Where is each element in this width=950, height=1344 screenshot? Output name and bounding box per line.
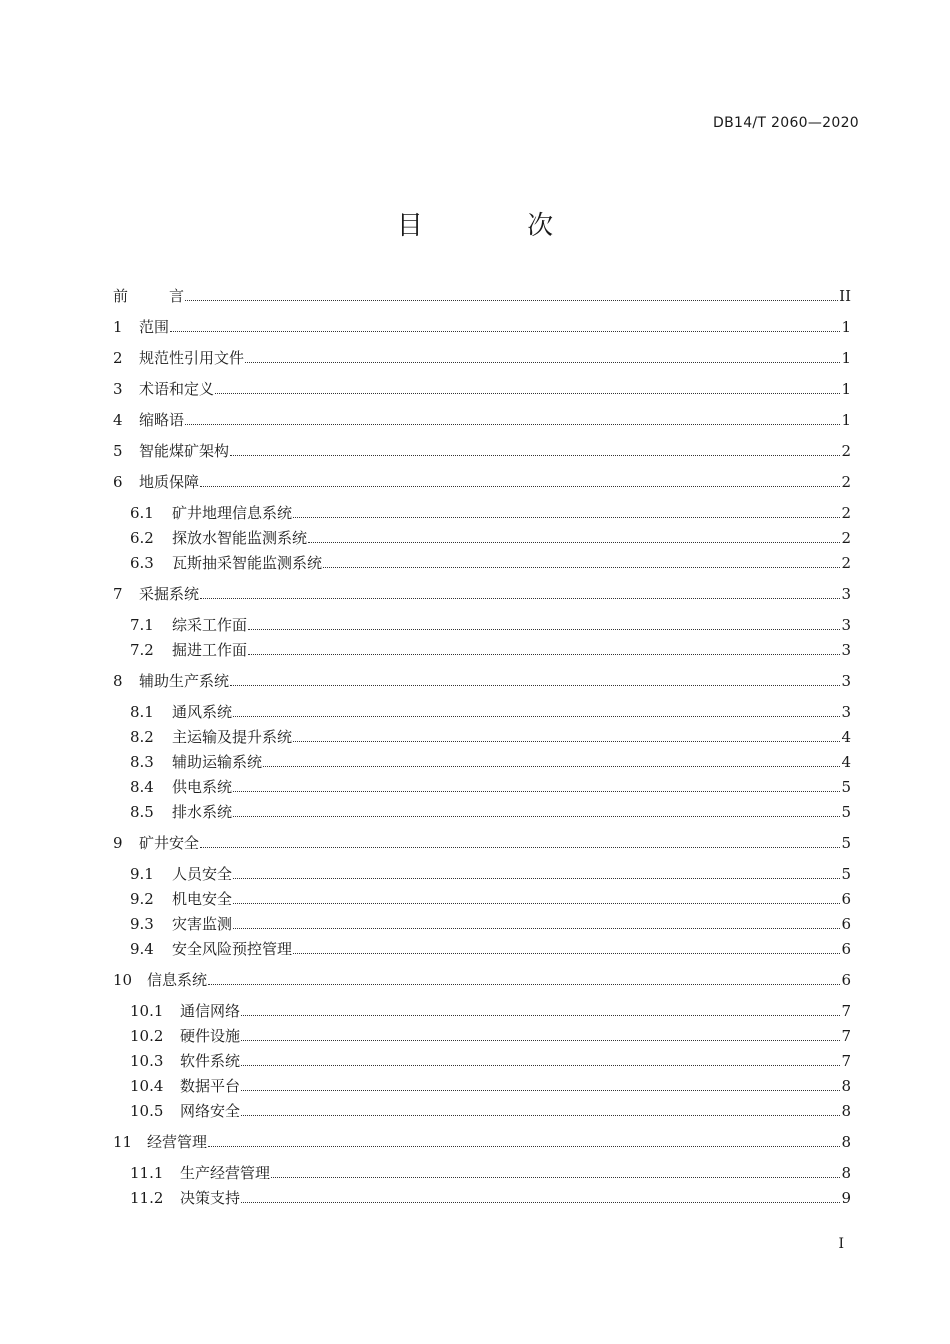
toc-entry[interactable]: [130, 1075, 851, 1097]
toc-entry-label: 辅助运输系统: [172, 753, 263, 771]
toc-entry-page: 1: [841, 411, 851, 429]
toc-entry-label: 综采工作面: [172, 616, 248, 634]
toc-entry-number: 6.1: [130, 504, 154, 522]
toc-entry[interactable]: [113, 285, 851, 307]
toc-entry[interactable]: [113, 471, 851, 493]
toc-entry-page: 8: [841, 1164, 851, 1182]
toc-entry-label: 矿井安全: [139, 834, 200, 852]
page-number: I: [838, 1236, 844, 1252]
toc-entry-page: 2: [841, 473, 851, 491]
toc-entry-label: 范围: [139, 318, 170, 336]
toc-entry-number: 10.4: [130, 1077, 164, 1095]
toc-entry-number: 11.1: [130, 1164, 164, 1182]
toc-entry-number: 6.2: [130, 529, 154, 547]
toc-leader-dots: [248, 628, 840, 630]
toc-entry-page: 9: [841, 1189, 851, 1207]
toc-leader-dots: [245, 361, 840, 363]
toc-entry-number: 9.4: [130, 940, 154, 958]
toc-entry-label: 瓦斯抽采智能监测系统: [172, 554, 323, 572]
toc-entry[interactable]: [130, 726, 851, 748]
toc-leader-dots: [185, 423, 840, 425]
toc-entry-page: 2: [841, 554, 851, 572]
toc-entry-number: 8.2: [130, 728, 154, 746]
toc-entry-page: 7: [841, 1027, 851, 1045]
toc-entry-page: 6: [841, 890, 851, 908]
toc-entry-number: 9.1: [130, 865, 154, 883]
toc-entry-number: 8.3: [130, 753, 154, 771]
toc-leader-dots: [233, 815, 840, 817]
toc-entry-number: 9.2: [130, 890, 154, 908]
toc-entry[interactable]: [130, 701, 851, 723]
toc-entry[interactable]: [113, 1131, 851, 1153]
toc-entry-number: 5: [113, 442, 123, 460]
toc-entry-label: 规范性引用文件: [139, 349, 245, 367]
toc-entry-label: 探放水智能监测系统: [172, 529, 308, 547]
toc-entry-page: 2: [841, 504, 851, 522]
toc-leader-dots: [233, 715, 840, 717]
toc-entry-label: 主运输及提升系统: [172, 728, 293, 746]
toc-leader-dots: [241, 1039, 840, 1041]
toc-entry[interactable]: [113, 378, 851, 400]
toc-leader-dots: [293, 952, 840, 954]
toc-entry[interactable]: [130, 1000, 851, 1022]
toc-entry-label: 采掘系统: [139, 585, 200, 603]
toc-entry[interactable]: [130, 639, 851, 661]
toc-leader-dots: [233, 902, 840, 904]
toc-leader-dots: [185, 299, 838, 301]
toc-entry-label: 人员安全: [172, 865, 233, 883]
toc-entry-page: 6: [841, 971, 851, 989]
toc-leader-dots: [200, 485, 840, 487]
toc-entry-number: 8.1: [130, 703, 154, 721]
toc-entry-page: 3: [841, 703, 851, 721]
toc-leader-dots: [241, 1201, 840, 1203]
toc-entry-page: 4: [841, 728, 851, 746]
toc-entry-number: 10.3: [130, 1052, 164, 1070]
toc-entry-page: 7: [841, 1052, 851, 1070]
toc-entry[interactable]: [130, 888, 851, 910]
toc-entry-number: 3: [113, 380, 123, 398]
toc-leader-dots: [200, 846, 840, 848]
toc-entry-page: 6: [841, 915, 851, 933]
toc-entry-label: 智能煤矿架构: [139, 442, 230, 460]
toc-entry[interactable]: [113, 440, 851, 462]
toc-entry-label: 矿井地理信息系统: [172, 504, 293, 522]
toc-entry-number: 9.3: [130, 915, 154, 933]
toc-entry[interactable]: [130, 776, 851, 798]
toc-entry[interactable]: [130, 1162, 851, 1184]
toc-entry-number: 8.4: [130, 778, 154, 796]
toc-entry[interactable]: [130, 552, 851, 574]
toc-entry-page: 2: [841, 442, 851, 460]
toc-entry-number: 10: [113, 971, 133, 989]
toc-entry-page: II: [839, 287, 851, 305]
toc-entry-page: 6: [841, 940, 851, 958]
toc-entry-page: 3: [841, 641, 851, 659]
toc-leader-dots: [241, 1014, 840, 1016]
toc-entry-page: 8: [841, 1102, 851, 1120]
toc-entry[interactable]: [130, 614, 851, 636]
toc-entry-number: 8.5: [130, 803, 154, 821]
toc-entry[interactable]: [113, 409, 851, 431]
toc-entry-label: 供电系统: [172, 778, 233, 796]
toc-leader-dots: [248, 653, 840, 655]
toc-entry[interactable]: [130, 913, 851, 935]
toc-entry[interactable]: [130, 1025, 851, 1047]
toc-entry[interactable]: [130, 1187, 851, 1209]
toc-entry-label: 生产经营管理: [180, 1164, 271, 1182]
toc-leader-dots: [271, 1176, 840, 1178]
toc-entry-page: 7: [841, 1002, 851, 1020]
toc-entry-number: 2: [113, 349, 123, 367]
toc-entry-page: 1: [841, 380, 851, 398]
toc-entry-page: 3: [841, 616, 851, 634]
toc-leader-dots: [293, 516, 840, 518]
standard-code: DB14/T 2060—2020: [713, 115, 859, 131]
toc-entry-page: 3: [841, 672, 851, 690]
toc-entry-label: 网络安全: [180, 1102, 241, 1120]
toc-entry-number: 4: [113, 411, 123, 429]
toc-entry[interactable]: [113, 670, 851, 692]
toc-leader-dots: [293, 740, 840, 742]
toc-entry-number: 7: [113, 585, 123, 603]
toc-entry-label: 软件系统: [180, 1052, 241, 1070]
toc-leader-dots: [200, 597, 840, 599]
toc-entry-page: 1: [841, 318, 851, 336]
toc-leader-dots: [233, 790, 840, 792]
toc-entry[interactable]: [113, 583, 851, 605]
toc-entry-page: 5: [841, 778, 851, 796]
toc-entry-number: 11: [113, 1133, 133, 1151]
toc-entry-label: 数据平台: [180, 1077, 241, 1095]
toc-entry-page: 5: [841, 803, 851, 821]
toc-entry-page: 4: [841, 753, 851, 771]
toc-entry-page: 8: [841, 1133, 851, 1151]
toc-entry[interactable]: [130, 1100, 851, 1122]
toc-entry-number: 1: [113, 318, 123, 336]
toc-entry-label: 术语和定义: [139, 380, 215, 398]
toc-entry-number: 7.1: [130, 616, 154, 634]
toc-entry-label: 信息系统: [147, 971, 208, 989]
toc-entry-number: 6.3: [130, 554, 154, 572]
toc-entry-label: 地质保障: [139, 473, 200, 491]
toc-entry-number: 前: [113, 287, 129, 305]
toc-entry[interactable]: [130, 502, 851, 524]
toc-entry-label: 经营管理: [147, 1133, 208, 1151]
toc-leader-dots: [170, 330, 840, 332]
toc-entry-label: 辅助生产系统: [139, 672, 230, 690]
toc-entry-label: 灾害监测: [172, 915, 233, 933]
toc-entry-label: 掘进工作面: [172, 641, 248, 659]
toc-leader-dots: [208, 1145, 840, 1147]
toc-leader-dots: [308, 541, 840, 543]
toc-entry[interactable]: [113, 832, 851, 854]
toc-leader-dots: [263, 765, 840, 767]
toc-entry-number: 10.1: [130, 1002, 164, 1020]
toc-entry-label: 言: [169, 287, 185, 305]
toc-leader-dots: [241, 1114, 840, 1116]
toc-entry-number: 9: [113, 834, 123, 852]
toc-leader-dots: [241, 1064, 840, 1066]
toc-entry-number: 10.5: [130, 1102, 164, 1120]
toc-leader-dots: [323, 566, 840, 568]
toc-entry[interactable]: [130, 938, 851, 960]
toc-entry[interactable]: [130, 527, 851, 549]
toc-leader-dots: [230, 684, 840, 686]
toc-entry-page: 5: [841, 834, 851, 852]
toc-leader-dots: [241, 1089, 840, 1091]
toc-leader-dots: [215, 392, 840, 394]
toc-entry[interactable]: [113, 347, 851, 369]
toc-entry-page: 5: [841, 865, 851, 883]
toc-entry-label: 通信网络: [180, 1002, 241, 1020]
toc-entry-label: 排水系统: [172, 803, 233, 821]
toc-entry[interactable]: [130, 1050, 851, 1072]
toc-entry-label: 机电安全: [172, 890, 233, 908]
toc-entry-page: 2: [841, 529, 851, 547]
toc-leader-dots: [208, 983, 840, 985]
toc-entry[interactable]: [113, 969, 851, 991]
toc-leader-dots: [233, 877, 840, 879]
toc-entry-number: 10.2: [130, 1027, 164, 1045]
toc-entry-number: 8: [113, 672, 123, 690]
toc-entry-number: 11.2: [130, 1189, 164, 1207]
toc-entry-label: 缩略语: [139, 411, 185, 429]
toc-entry-label: 硬件设施: [180, 1027, 241, 1045]
toc-entry-label: 决策支持: [180, 1189, 241, 1207]
toc-entry-page: 3: [841, 585, 851, 603]
toc-entry[interactable]: [130, 863, 851, 885]
toc-entry[interactable]: [113, 316, 851, 338]
toc-leader-dots: [230, 454, 840, 456]
toc-title: 目 次: [396, 211, 602, 241]
toc-entry-number: 7.2: [130, 641, 154, 659]
toc-leader-dots: [233, 927, 840, 929]
toc-entry[interactable]: [130, 751, 851, 773]
toc-entry-page: 1: [841, 349, 851, 367]
toc-entry[interactable]: [130, 801, 851, 823]
toc-entry-number: 6: [113, 473, 123, 491]
toc-entry-label: 安全风险预控管理: [172, 940, 293, 958]
toc-entry-label: 通风系统: [172, 703, 233, 721]
toc-entry-page: 8: [841, 1077, 851, 1095]
